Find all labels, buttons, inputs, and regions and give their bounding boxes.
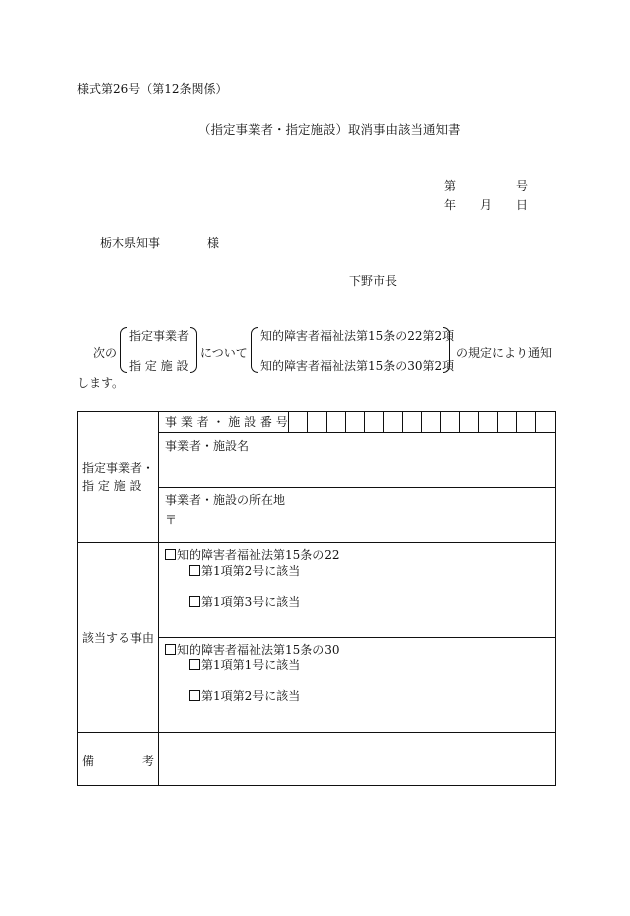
right-bracket-a [190, 327, 197, 373]
name-row-divider [158, 487, 556, 488]
number-cell-divider [440, 411, 441, 432]
sender-name: 下野市長 [349, 274, 398, 288]
left-bracket-b [251, 327, 258, 373]
addressee-honorific: 様 [207, 236, 220, 250]
left-bracket-a [120, 327, 127, 373]
number-cell-divider [535, 411, 536, 432]
checkbox[interactable] [165, 644, 176, 655]
number-cell-divider [459, 411, 460, 432]
checkbox[interactable] [189, 659, 200, 670]
checkbox[interactable] [189, 565, 200, 576]
option-designated-facility: 指 定 施 設 [129, 359, 189, 373]
remarks-label-char1: 備 [82, 754, 95, 768]
form-number: 様式第26号（第12条関係） [77, 82, 228, 96]
body-lead: 次の [93, 346, 118, 360]
number-cell-divider [364, 411, 365, 432]
checkbox[interactable] [165, 549, 176, 560]
number-cell-divider [497, 411, 498, 432]
addressee-name: 栃木県知事 [100, 236, 161, 250]
number-cell-divider [516, 411, 517, 432]
option-article-15-22: 知的障害者福祉法第15条の22第2項 [260, 329, 455, 343]
label-column-divider [158, 411, 159, 786]
date-day: 日 [516, 198, 529, 212]
reason-divider [158, 637, 556, 638]
date-year: 年 [444, 198, 457, 212]
name-label: 事業者・施設名 [165, 439, 250, 453]
reason1-item: 第1項第2号に該当 [189, 565, 300, 577]
body-continuation: します。 [77, 376, 125, 390]
date-month: 月 [480, 198, 493, 212]
option-designated-business: 指定事業者 [129, 329, 190, 343]
body-connector: について [200, 346, 248, 360]
postal-mark: 〒 [165, 513, 178, 527]
option-article-15-30: 知的障害者福祉法第15条の30第2項 [260, 359, 455, 373]
right-bracket-b [443, 327, 450, 373]
section1-divider [77, 542, 556, 543]
reason1-item: 第1項第3号に該当 [189, 596, 300, 608]
reason2-item: 第1項第2号に該当 [189, 690, 300, 702]
remarks-label-char2: 考 [142, 754, 155, 768]
number-cell-divider [421, 411, 422, 432]
number-cell-divider [288, 411, 289, 432]
number-cell-divider [478, 411, 479, 432]
number-cell-divider [307, 411, 308, 432]
number-label: 事 業 者 ・ 施 設 番 号 [165, 415, 288, 429]
remarks-divider [77, 732, 556, 733]
doc-number-prefix: 第 [444, 179, 457, 193]
reason2-heading: 知的障害者福祉法第15条の30 [165, 644, 340, 656]
number-cell-divider [326, 411, 327, 432]
section1-label-line2: 指 定 施 設 [82, 479, 142, 493]
section1-label-line1: 指定事業者・ [82, 461, 155, 475]
checkbox[interactable] [189, 690, 200, 701]
reason1-heading: 知的障害者福祉法第15条の22 [165, 549, 340, 561]
number-row-divider [158, 432, 556, 433]
address-label: 事業者・施設の所在地 [165, 493, 286, 507]
body-tail: の規定により通知 [456, 346, 553, 360]
doc-number-suffix: 号 [516, 179, 529, 193]
number-cell-divider [345, 411, 346, 432]
number-cell-divider [383, 411, 384, 432]
reason2-item: 第1項第1号に該当 [189, 659, 300, 671]
checkbox[interactable] [189, 596, 200, 607]
reason-label: 該当する事由 [82, 631, 155, 645]
document-title: （指定事業者・指定施設）取消事由該当通知書 [198, 122, 461, 137]
number-cell-divider [402, 411, 403, 432]
